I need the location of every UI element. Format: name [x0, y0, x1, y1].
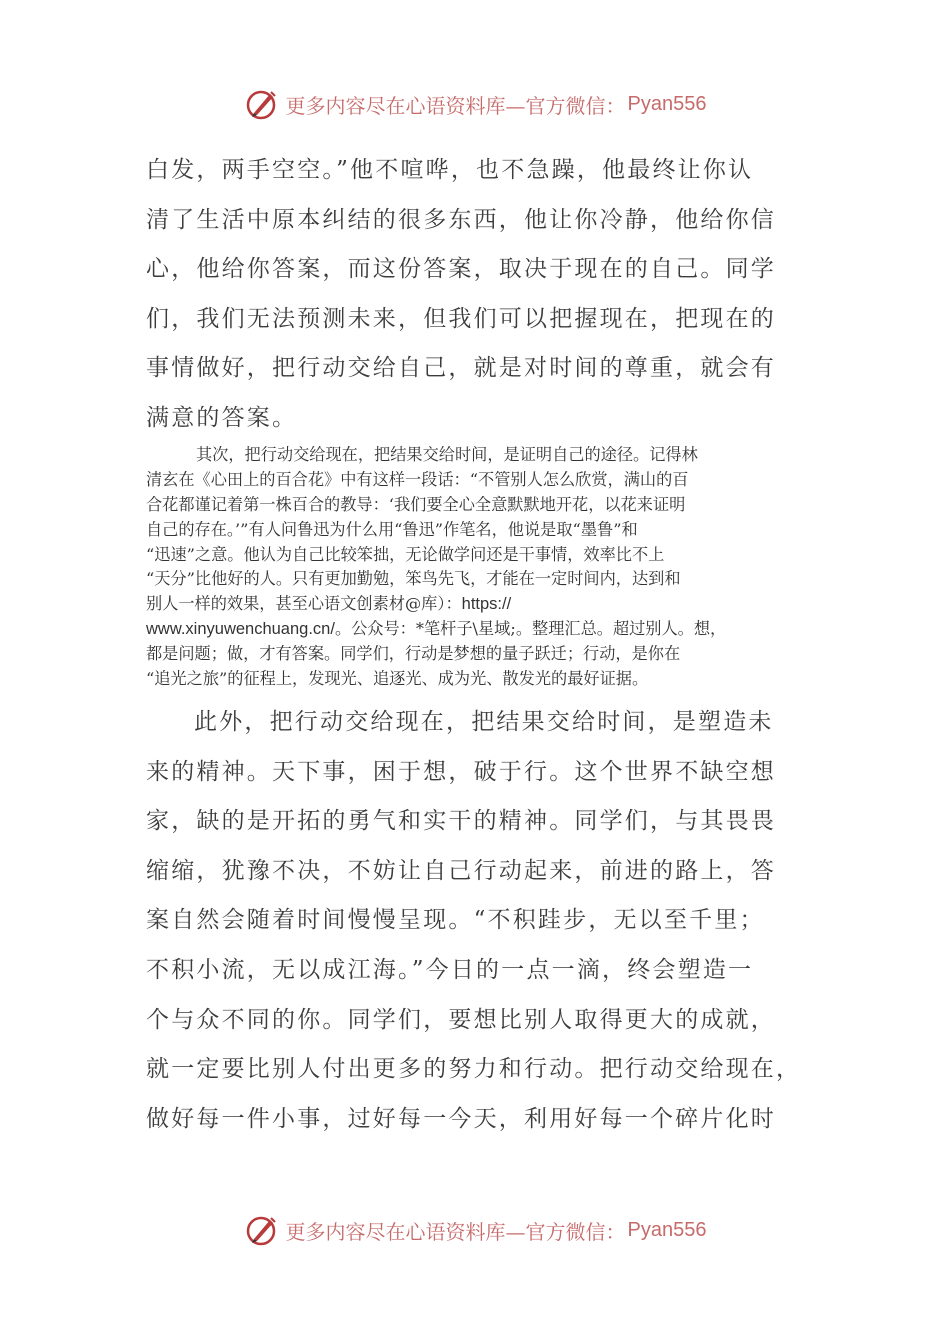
text-line: 清了生活中原本纠结的很多东西，他让你冷静，他给你信 [146, 206, 776, 233]
url-fragment: www.xinyuwenchuang.cn/ [146, 620, 335, 639]
text-line: “追光之旅”的征程上，发现光、追逐光、成为光、散发光的最好证据。 [146, 669, 649, 689]
text-line: 满意的答案。 [146, 404, 298, 431]
text-line: 白发，两手空空。”他不喧哗，也不急躁，他最终让你认 [146, 157, 754, 183]
text-line: 做好每一件小事，过好每一今天，利用好每一个碎片化时 [146, 1105, 776, 1132]
footer-banner [0, 1210, 950, 1250]
text-line: 自己的存在。’”有人问鲁迅为什么用“鲁迅”作笔名，他说是取“墨鲁”和 [146, 519, 638, 539]
url-fragment: https:// [461, 595, 512, 614]
paragraph-main [146, 698, 806, 1144]
text-line: 合花都谨记着第一株百合的教导：‘我们要全心全意默默地开花，以花来证明 [146, 494, 686, 514]
pen-logo-icon [244, 86, 280, 122]
text-line [146, 617, 811, 642]
text-line: 缩缩，犹豫不决，不妨让自己行动起来，前进的路上，答 [146, 857, 776, 884]
text-line: 个与众不同的你。同学们，要想比别人取得更大的成就， [146, 1006, 776, 1033]
text-line: 此外，把行动交给现在，把结果交给时间，是塑造未 [194, 709, 774, 735]
text-line: 其次，把行动交给现在，把结果交给时间，是证明自己的途径。记得林 [196, 445, 698, 464]
paragraph-continuation [146, 146, 806, 444]
banner-text: 更多内容尽在心语资料库—官方微信： [285, 93, 626, 118]
pen-logo-icon [244, 1212, 280, 1248]
text-line: “迅速”之意。他认为自己比较笨拙，无论做学问还是干事情，效率比不上 [146, 544, 665, 564]
text-line: 心，他给你答案，而这份答案，取决于现在的自己。同学 [146, 256, 776, 283]
paragraph-small [146, 443, 811, 692]
text-line: 事情做好，把行动交给自己，就是对时间的尊重，就会有 [146, 355, 776, 382]
text-line [146, 592, 811, 617]
text-line: 清玄在《心田上的百合花》中有这样一段话：“不管别人怎么欣赏，满山的百 [146, 469, 689, 489]
banner-text: 更多内容尽在心语资料库—官方微信： [285, 1219, 626, 1244]
text-segment: 别人一样的效果，甚至心语文创素材@库）： [146, 594, 462, 614]
text-line: 都是问题；做，才有答案。同学们，行动是梦想的量子跃迁；行动，是你在 [146, 644, 681, 664]
text-line: 来的精神。天下事，困于想，破于行。这个世界不缺空想 [146, 758, 776, 785]
text-segment: 。公众号：*笔杆子\星域;。整理汇总。超过别人。想， [334, 619, 727, 639]
header-banner [0, 84, 950, 124]
text-line: 不积小流，无以成江海。”今日的一点一滴，终会塑造一 [146, 956, 754, 983]
text-line: 就一定要比别人付出更多的努力和行动。把行动交给现在， [146, 1056, 802, 1083]
text-line: 家，缺的是开拓的勇气和实干的精神。同学们，与其畏畏 [146, 808, 776, 835]
wechat-id: Pyan556 [627, 92, 707, 115]
text-line: “天分”比他好的人。只有更加勤勉，笨鸟先飞，才能在一定时间内，达到和 [146, 569, 681, 589]
text-line: 案自然会随着时间慢慢呈现。“不积跬步，无以至千里； [146, 907, 765, 934]
wechat-id: Pyan556 [627, 1218, 707, 1241]
text-line: 们，我们无法预测未来，但我们可以把握现在，把现在的 [146, 305, 776, 332]
